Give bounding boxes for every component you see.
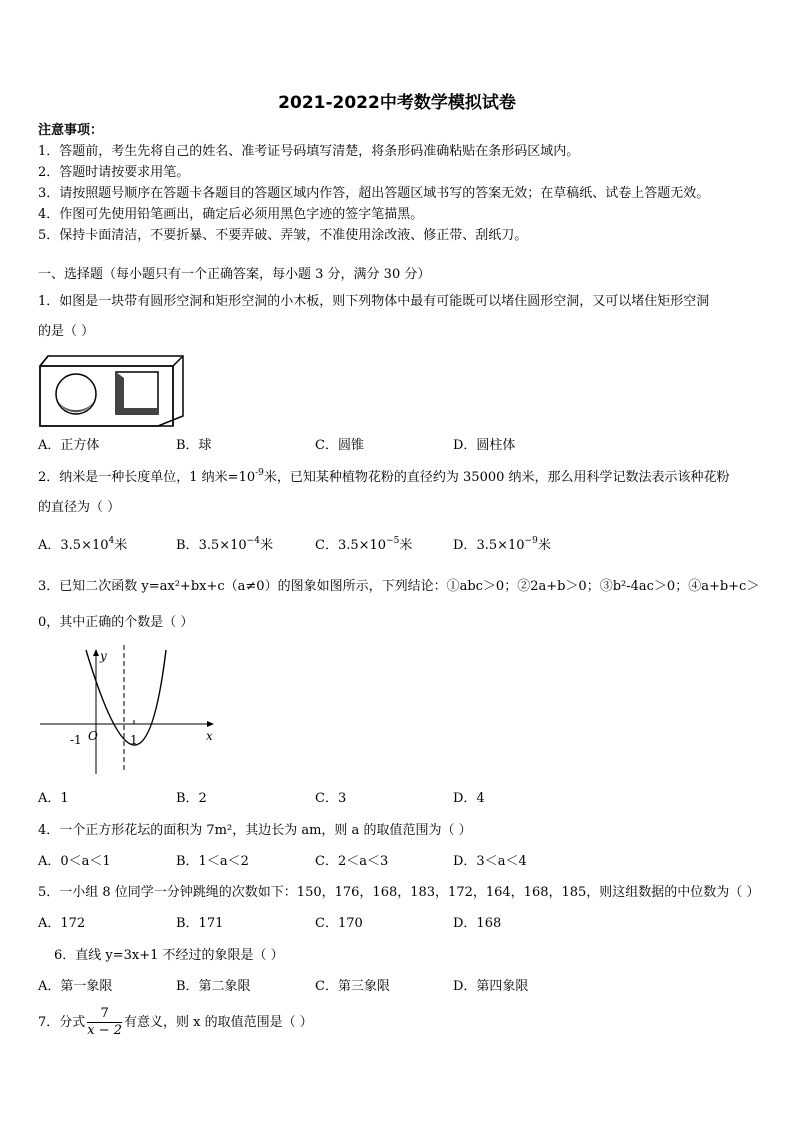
question-4-option-c: C．2＜a＜3	[315, 854, 389, 869]
question-2-option-d: D．$3.5\times 10^{-9}$米	[453, 536, 551, 553]
question-6-option-d: D．第四象限	[453, 979, 529, 994]
question-7-text: 7．分式 $\frac{7}{x - 2}$ 有意义，则 x 的取值范围是（ ）	[38, 1006, 313, 1038]
question-5-option-b: B．171	[176, 916, 224, 931]
question-6-option-b: B．第二象限	[176, 979, 251, 994]
question-5-option-c: C．170	[315, 916, 363, 931]
circle-hole	[56, 374, 96, 414]
fraction: $\frac{7}{x - 2}$	[87, 1006, 123, 1038]
question-3-option-d: D．4	[453, 791, 485, 806]
parabola-graph	[38, 640, 223, 780]
question-3-text-cont: 0，其中正确的个数是（ ）	[38, 615, 194, 630]
question-1-option-a: A．正方体	[38, 438, 100, 453]
y-axis-label: y	[100, 649, 107, 663]
question-2-option-c: C．$3.5\times 10^{-5}$米	[315, 536, 413, 553]
question-1-option-b: B．球	[176, 438, 212, 453]
notice-item: 2．答题时请按要求用笔。	[38, 165, 190, 180]
question-3-option-a: A．1	[38, 791, 69, 806]
section-heading: 一、选择题（每小题只有一个正确答案，每小题 3 分，满分 30 分）	[38, 267, 431, 282]
board-with-holes-figure	[38, 348, 188, 430]
question-2-option-b: B．$3.5\times 10^{-4}$米	[176, 536, 273, 553]
page-title: 2021-2022中考数学模拟试卷	[278, 93, 516, 113]
question-3-option-b: B．2	[176, 791, 207, 806]
notice-heading: 注意事项：	[38, 123, 104, 138]
tick-label-1: 1	[130, 733, 138, 747]
question-1-option-d: D．圆柱体	[453, 438, 516, 453]
question-5-text: 5．一小组 8 位同学一分钟跳绳的次数如下：150，176，168，183，172，164，168，185，则这组数据的中位数为（ ）	[38, 885, 760, 900]
tick-label-neg1: -1	[70, 733, 82, 747]
question-6-option-c: C．第三象限	[315, 979, 390, 994]
question-5-option-a: A．172	[38, 916, 86, 931]
question-4-option-a: A．0＜a＜1	[38, 854, 111, 869]
question-4-option-d: D．3＜a＜4	[453, 854, 527, 869]
question-4-option-b: B．1＜a＜2	[176, 854, 249, 869]
parabola-curve	[86, 650, 166, 745]
question-4-text: 4．一个正方形花坛的面积为 7m²，其边长为 am，则 a 的取值范围为（ ）	[38, 823, 472, 838]
question-6-text: 6．直线 y=3x+1 不经过的象限是（ ）	[54, 948, 284, 963]
question-3-option-c: C．3	[315, 791, 347, 806]
x-axis-label: x	[206, 729, 213, 743]
question-2-text-cont: 的直径为（ ）	[38, 500, 121, 515]
question-2-option-a: A．$3.5\times 10^4$米	[38, 536, 128, 553]
origin-label: O	[88, 729, 98, 743]
notice-item: 1．答题前，考生先将自己的姓名、准考证号码填写清楚，将条形码准确粘贴在条形码区域内。	[38, 144, 580, 159]
question-3-text: 3．已知二次函数 y=ax²+bx+c（a≠0）的图象如图所示，下列结论：①abc＞0；②2a+b＞0；③b²-4ac＞0；④a+b+c＞	[38, 579, 760, 594]
question-2-text: 2．纳米是一种长度单位，1 纳米$=10^{-9}$米，已知某种植物花粉的直径约为 35000 纳米，那么用科学记数法表示该种花粉	[38, 468, 730, 485]
question-1-option-c: C．圆锥	[315, 438, 364, 453]
notice-item: 5．保持卡面清洁，不要折暴、不要弄破、弄皱，不准使用涂改液、修正带、刮纸刀。	[38, 228, 528, 243]
question-1-text-cont: 的是（ ）	[38, 324, 95, 339]
notice-item: 3．请按照题号顺序在答题卡各题目的答题区域内作答，超出答题区域书写的答案无效；在草稿纸、试卷上答题无效。	[38, 186, 710, 201]
question-5-option-d: D．168	[453, 916, 502, 931]
notice-item: 4．作图可先使用铅笔画出，确定后必须用黑色字迹的签字笔描黑。	[38, 207, 424, 222]
question-1-text: 1．如图是一块带有圆形空洞和矩形空洞的小木板，则下列物体中最有可能既可以堵住圆形空洞，又可以堵住矩形空洞	[38, 294, 710, 309]
question-6-option-a: A．第一象限	[38, 979, 113, 994]
